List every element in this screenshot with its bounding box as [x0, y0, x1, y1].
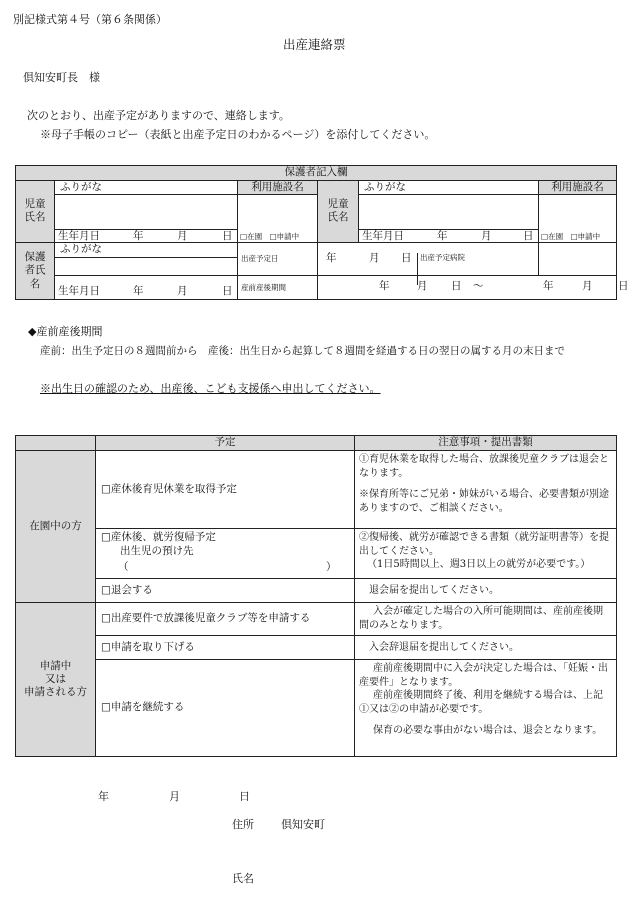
facility-label-left: 利用施設名: [238, 180, 318, 195]
notes-cancel-application: 入会辞退届を提出してください。: [355, 636, 617, 660]
hospital-label: 出産予定病院: [417, 253, 465, 285]
birth-confirmation-note: ※出生日の確認のため、出産後、こども支援係へ申出してください。: [40, 382, 381, 395]
notes-return-to-work: ②復帰後、就労が確認できる書類（就労証明書等）を提出してください。 （1日5時間以上、週3日以上の就労が必要です。）: [355, 529, 617, 579]
notes-column-header: 注意事項・提出書類: [355, 436, 617, 451]
child-furigana-right[interactable]: ふりがな: [359, 180, 539, 195]
facility-label-right: 利用施設名: [539, 180, 617, 195]
facility-status-left[interactable]: □在園 □申請中: [240, 231, 300, 241]
paren-close: ）: [326, 561, 337, 573]
guardian-name-field[interactable]: [55, 257, 238, 275]
footer-month[interactable]: 月: [169, 790, 180, 803]
plan-option-childcare-leave[interactable]: □産休後育児休業を取得予定: [96, 451, 355, 529]
child-furigana-left[interactable]: ふりがな: [55, 180, 238, 195]
hospital-field[interactable]: [539, 243, 617, 276]
notes-childcare-leave: ①育児休業を取得した場合、放課後児童クラブは退会となります。 ※保育所等にご兄弟・姉妹がいる場合、必要書類が別途ありますので、ご相談ください。: [355, 451, 617, 529]
guardian-name-label: 保護者氏名: [16, 243, 55, 300]
address-label: 住所: [232, 818, 254, 831]
maternity-period-field[interactable]: 年 月 日 ～ 年 月 日: [318, 275, 617, 299]
child-name-label-right: 児童氏名: [318, 180, 359, 243]
due-date-field[interactable]: 年 月 日 出産予定病院: [318, 243, 539, 276]
footer-day[interactable]: 日: [239, 790, 250, 803]
intro-text: 次のとおり、出産予定がありますので、連絡します。: [27, 109, 290, 122]
plan-table-corner: [16, 436, 96, 451]
child-birthdate-left[interactable]: 生年月日 年 月 日: [55, 230, 238, 243]
period-heading: ◆産前産後期間: [28, 325, 103, 338]
facility-status-right[interactable]: □在園 □申請中: [541, 231, 601, 241]
attachment-note: ※母子手帳のコピー（表紙と出産予定日のわかるページ）を添付してください。: [40, 128, 436, 141]
child-name-field-left[interactable]: [55, 195, 238, 230]
group-applying-label: 申請中 又は 申請される方: [16, 603, 96, 757]
notes-apply-birth: 入会が確定した場合の入所可能期間は、産前産後期間のみとなります。: [355, 603, 617, 636]
period-text: 産前：出生予定日の８週間前から 産後：出生日から起算して８週間を経過する日の翌日の属する月の末日まで: [40, 345, 565, 357]
plan-option-apply-birth[interactable]: □出産要件で放課後児童クラブ等を申請する: [96, 603, 355, 636]
maternity-period-label: 産前産後期間: [238, 275, 318, 299]
plan-column-header: 予定: [96, 436, 355, 451]
guardian-birthdate[interactable]: 生年月日 年 月 日: [55, 275, 238, 299]
addressee: 倶知安町長 様: [23, 71, 100, 84]
plan-option-cancel-application[interactable]: □申請を取り下げる: [96, 636, 355, 660]
plan-option-continue-application[interactable]: □申請を継続する: [96, 660, 355, 757]
due-date-label: 出産予定日: [238, 243, 318, 276]
guardian-furigana[interactable]: ふりがな: [55, 243, 238, 258]
facility-field-left[interactable]: [238, 195, 318, 243]
form-number: 別記様式第４号（第６条関係）: [13, 13, 167, 26]
name-label: 氏名: [232, 872, 254, 885]
notes-withdraw: 退会届を提出してください。: [355, 579, 617, 603]
paren-open: （: [118, 561, 129, 573]
group-enrolled-label: 在園中の方: [16, 451, 96, 603]
notes-continue-application: 産前産後期間中に入会が決定した場合は、「妊娠・出産要件」となります。 産前産後期間終了後、利用を継続する場合は、上記①又は②の申請が必要です。 保育の必要な事由がない場合は、退会となります。: [355, 660, 617, 757]
address-value[interactable]: 倶知安町: [281, 818, 325, 831]
plan-option-return-to-work[interactable]: □産休後、就労復帰予定 出生児の預け先 （ ）: [96, 529, 355, 579]
plan-option-withdraw[interactable]: □退会する: [96, 579, 355, 603]
child-name-field-right[interactable]: [359, 195, 539, 230]
facility-field-right[interactable]: [539, 195, 617, 243]
child-birthdate-right[interactable]: 生年月日 年 月 日: [359, 230, 539, 243]
guardian-table: [15, 165, 629, 300]
footer-year[interactable]: 年: [98, 790, 109, 803]
plan-sub-childcare-place: 出生児の預け先: [120, 544, 194, 557]
plan-table: [15, 435, 617, 757]
guardian-table-header: 保護者記入欄: [16, 166, 617, 181]
child-name-label-left: 児童氏名: [16, 180, 55, 243]
page-title: 出産連絡票: [283, 37, 346, 52]
